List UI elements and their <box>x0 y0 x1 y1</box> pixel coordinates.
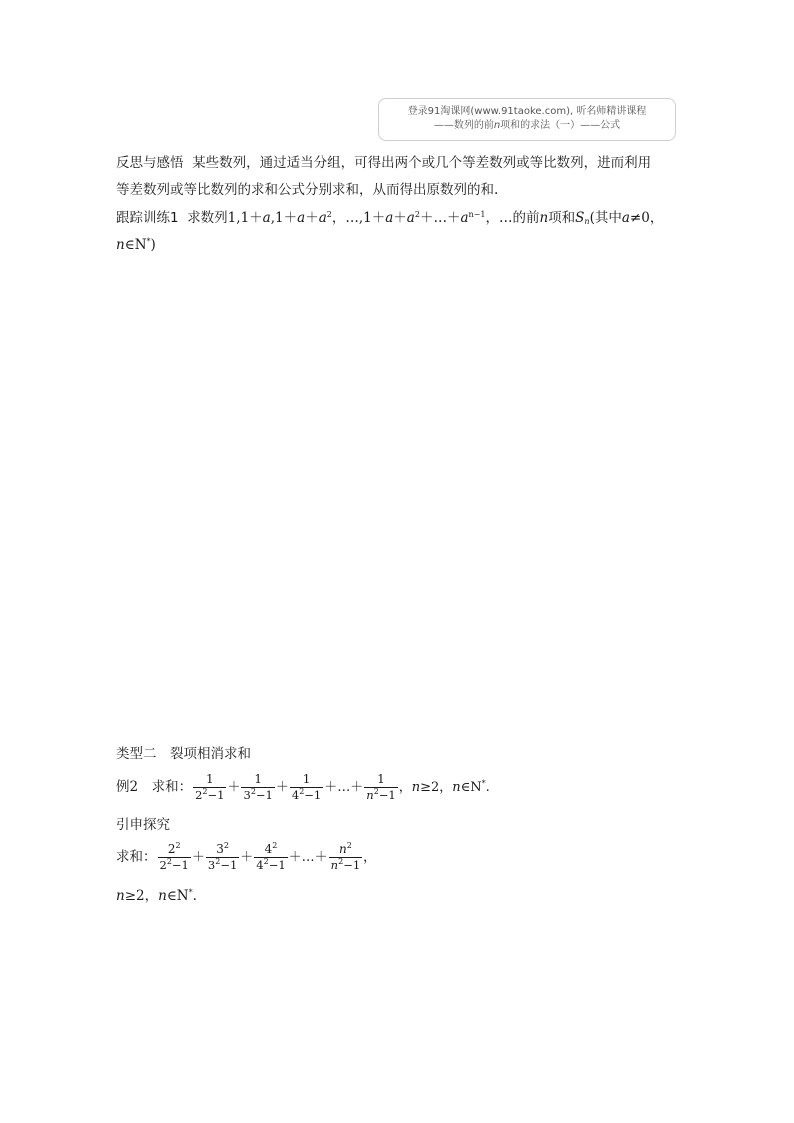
training-line-1: 跟踪训练1 求数列$1,1+a,1+a+a^2$，$\dots,1+a+a^2+\dots+a^{n-1}$，…的前n项和$S_n$(其中a≠0， <box>116 210 664 226</box>
training-label: 跟踪训练1 <box>116 210 179 226</box>
reflection-line-2: 等差数列或等比数列的求和公式分别求和，从而得出原数列的和. <box>116 182 499 198</box>
example2-frac-n: $\frac{1}{n^2-1}$ <box>366 772 396 802</box>
banner-line-1: 登录91淘课网(www.91taoke.com), 听名师精讲课程 <box>407 106 647 117</box>
extension-frac-2: $\frac{3^2}{3^2-1}$ <box>207 841 238 872</box>
header-banner <box>378 98 676 141</box>
example2-frac-3: $\frac{1}{4^2-1}$ <box>291 772 322 802</box>
banner-line-2: ——数列的前n项和的求法（一）——公式 <box>433 120 621 131</box>
example2-label: 例2 求和： <box>116 779 193 795</box>
extension-label: 引申探究 <box>116 817 170 833</box>
example2-frac-2: $\frac{1}{3^2-1}$ <box>243 772 273 802</box>
reflection-line-1: 反思与感悟 某些数列，通过适当分组，可得出两个或几个等差数列或等比数列，进而利用 <box>116 155 652 171</box>
extension-condition: n≥2，n∈N*. <box>116 888 197 904</box>
extension-formula: 求和： $\frac{2^2}{2^2-1}$ ＋ $\frac{3^2}{3^2-1}$ ＋ $\frac{4^2}{4^2-1}$ ＋…＋ $\frac{n^2}{n^2-1}$ ， <box>116 841 377 872</box>
example2-formula: 例2 求和： $\frac{1}{2^2-1}$ ＋ $\frac{1}{3^2-1}$ ＋ $\frac{1}{4^2-1}$ ＋…＋ $\frac{1}{n^2-1}$ ，n≥2，n∈N*. <box>116 772 490 802</box>
reflection-label: 反思与感悟 <box>116 155 184 171</box>
extension-frac-n: $\frac{n^2}{n^2-1}$ <box>330 841 361 872</box>
section2-title: 类型二 裂项相消求和 <box>116 746 251 762</box>
training-line-2: n∈N*) <box>116 237 156 253</box>
example2-frac-1: $\frac{1}{2^2-1}$ <box>195 772 225 802</box>
extension-frac-3: $\frac{4^2}{4^2-1}$ <box>256 841 286 872</box>
extension-frac-1: $\frac{2^2}{2^2-1}$ <box>159 841 189 872</box>
